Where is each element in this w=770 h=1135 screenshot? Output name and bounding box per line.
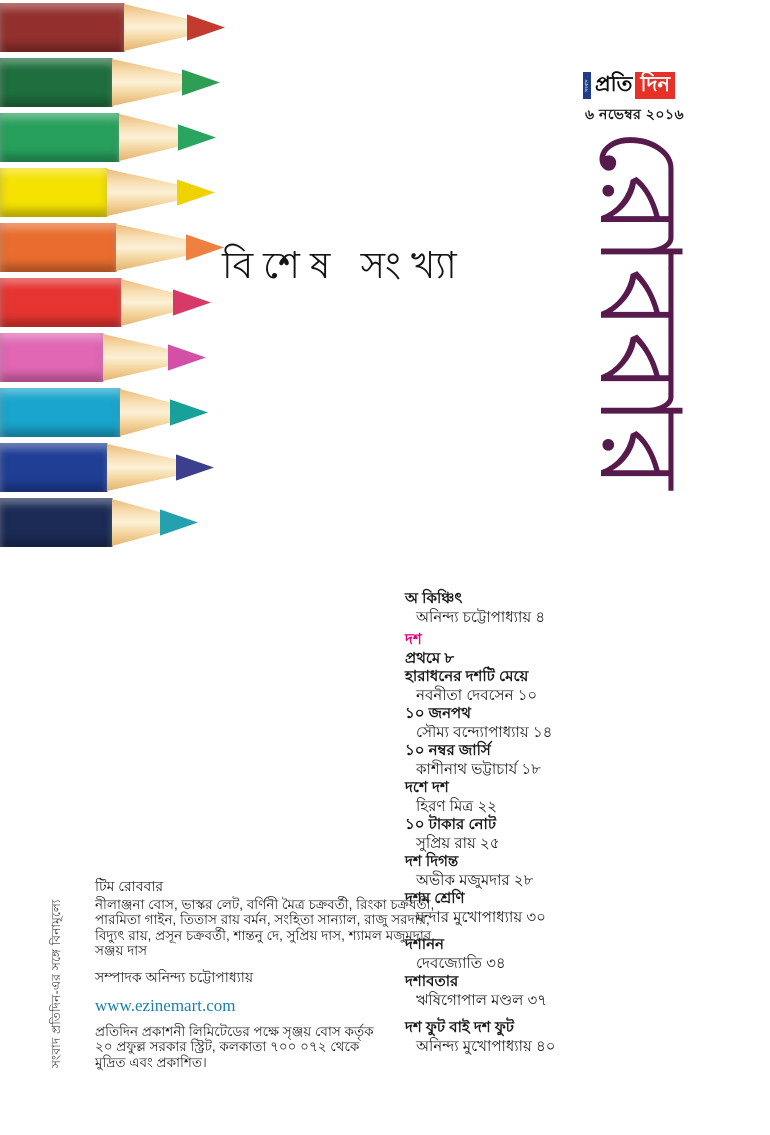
team-members-line: নীলাঞ্জনা বোস, ভাস্কর লেট, বর্ণিনী মৈত্র চক্রবর্তী, রিংকা চক্রবর্তী, xyxy=(95,897,435,912)
toc-article-title: ১০ জনপথ xyxy=(405,705,471,722)
pencil-green xyxy=(0,110,240,165)
toc-article-title: ১০ নম্বর জার্সি xyxy=(405,742,491,759)
toc-article-author: মন্দার মুখোপাধ্যায় ৩০ xyxy=(416,908,546,926)
toc-article-author: হিরণ মিত্র ২২ xyxy=(416,797,497,815)
toc-article-title: দশে দশ xyxy=(405,779,449,796)
issue-date: ৬ নভেম্বর ২০১৬ xyxy=(585,106,685,122)
team-heading: টিম রোববার xyxy=(95,878,164,894)
editor-line: সম্পাদক অনিন্দ্য চট্টোপাধ্যায় xyxy=(95,969,254,985)
logo-text-red: দিন xyxy=(635,72,675,99)
team-members-line: সঞ্জয় দাস xyxy=(95,942,148,958)
colored-pencils-image xyxy=(0,0,240,555)
pencil-yellow xyxy=(0,165,240,220)
toc-article-author: ঋষিগোপাল মণ্ডল ৩৭ xyxy=(416,991,547,1009)
toc-article-author: অনিন্দ্য চট্টোপাধ্যায় ৪ xyxy=(416,608,546,626)
logo-text-black: প্রতি xyxy=(591,72,635,99)
website-link[interactable]: www.ezinemart.com xyxy=(95,996,236,1015)
toc-article-title: দশানন xyxy=(405,936,445,953)
toc-list xyxy=(405,590,660,1056)
toc-article-author: নবনীতা দেবসেন ১০ xyxy=(416,686,538,704)
pratidin-logo xyxy=(583,72,675,99)
toc-section-header: দশ xyxy=(405,631,422,648)
free-with-newspaper-note: সংবাদ প্রতিদিন-এর সঙ্গে বিনামূল্যে xyxy=(49,899,63,1068)
team-members-line: পারমিতা গাইন, তিতাস রায় বর্মন, সংহিতা সান্যাল, রাজু সরদার, xyxy=(95,912,430,928)
publisher-info-line: প্রতিদিন প্রকাশনী লিমিটেডের পক্ষে সৃঞ্জয় বোস কর্তৃক xyxy=(95,1024,374,1039)
toc-article-title: দশম শ্রেণি xyxy=(405,890,465,907)
toc-article-author: অনিন্দ্য মুখোপাধ্যায় ৪০ xyxy=(416,1037,556,1055)
pencil-dark-red xyxy=(0,0,240,55)
toc-article-author: কাশীনাথ ভট্টাচার্য ১৮ xyxy=(416,760,541,778)
pencil-navy xyxy=(0,495,240,550)
toc-article-title: দশাবতার xyxy=(405,973,459,990)
toc-article-title: ১০ টাকার নোট xyxy=(405,816,497,833)
toc-article-title: দশ দিগন্ত xyxy=(405,853,459,870)
toc-article-title: দশ ফুট বাই দশ ফুট xyxy=(405,1019,514,1036)
publisher-info xyxy=(95,1024,374,1070)
publisher-info-line: ২০ প্রফুল্ল সরকার স্ট্রিট, কলকাতা ৭০০ ০৭২ থেকে xyxy=(95,1039,360,1055)
pencil-cyan xyxy=(0,385,240,440)
pencil-dark-green xyxy=(0,55,240,110)
special-issue-label: বিশেষ সংখ্যা xyxy=(222,245,467,286)
toc-article-author: সুপ্রিয় রায় ২৫ xyxy=(416,834,500,852)
pencil-red xyxy=(0,275,240,330)
publisher-info-line: মুদ্রিত এবং প্রকাশিত। xyxy=(95,1054,207,1070)
toc-article-author: দেবজ্যোতি ৩৪ xyxy=(416,954,506,972)
toc-article-title: অ কিঞ্চিৎ xyxy=(405,590,463,607)
pencil-orange xyxy=(0,220,240,275)
toc-article-title: হারাধনের দশটি মেয়ে xyxy=(405,668,529,685)
toc-article-title: প্রথমে ৮ xyxy=(405,649,455,667)
toc-article-author: সৌম্য বন্দ্যোপাধ্যায় ১৪ xyxy=(416,723,553,741)
toc-article-author: অভীক মজুমদার ২৮ xyxy=(416,871,534,889)
team-members-line: বিদ্যুৎ রায়, প্রসূন চক্রবর্তী, শান্তনু দে, সুপ্রিয় দাস, শ্যামল মজুমদার, xyxy=(95,927,435,943)
pencil-blue xyxy=(0,440,240,495)
logo-blue-bar: সংবাদ xyxy=(583,72,591,99)
magazine-title: রোববার xyxy=(576,128,700,491)
pencil-pink xyxy=(0,330,240,385)
